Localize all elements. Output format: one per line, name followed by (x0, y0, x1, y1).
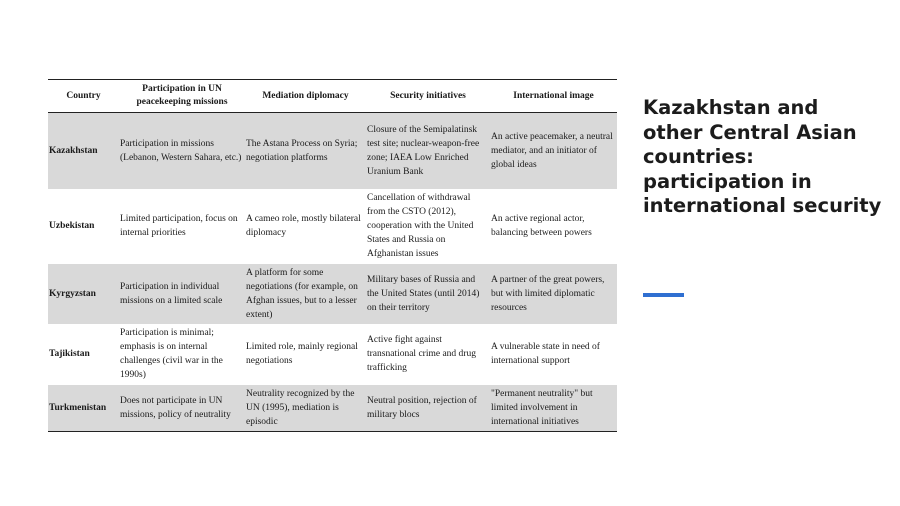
table-cell: An active regional actor, balancing between powers (491, 214, 592, 238)
header-un-peacekeeping: Participation in UN peacekeeping missions (136, 84, 228, 107)
table-row-uzbekistan (48, 189, 617, 264)
table-cell: Does not participate in UN missions, policy of neutrality (119, 385, 245, 432)
table-cell: Participation in missions (Lebanon, Western Sahara, etc.) (119, 113, 245, 189)
table-row-turkmenistan (48, 385, 617, 432)
table-cell: Limited role, mainly regional negotiations (246, 342, 358, 366)
table-cell: Military bases of Russia and the United States (until 2014) on their territory (366, 264, 490, 324)
country-name: Kazakhstan (48, 113, 119, 189)
table-cell: Participation is minimal; emphasis is on internal challenges (civil war in the 1990s) (120, 328, 223, 380)
table-cell: Cancellation of withdrawal from the CSTO (2012), cooperation with the United States and Russia on Afghanistan issues (367, 193, 474, 259)
comparison-table (48, 79, 617, 432)
table-row-tajikistan (48, 324, 617, 385)
table-cell: A partner of the great powers, but with limited diplomatic resources (490, 264, 617, 324)
header-mediation-diplomacy: Mediation diplomacy (262, 90, 349, 101)
table-cell: Neutral position, rejection of military blocs (366, 385, 490, 432)
header-security-initiatives: Security initiatives (390, 90, 466, 101)
header-international-image: International image (513, 90, 594, 101)
table-cell: A cameo role, mostly bilateral diplomacy (246, 214, 361, 238)
table-row-kazakhstan (48, 113, 617, 189)
table-cell: A vulnerable state in need of international support (491, 342, 600, 366)
table-cell: Closure of the Semipalatinsk test site; nuclear-weapon-free zone; IAEA Low Enriched Uranium Bank (366, 113, 490, 189)
table-cell: An active peacemaker, a neutral mediator, and an initiator of global ideas (490, 113, 617, 189)
table-cell: Participation in individual missions on a limited scale (119, 264, 245, 324)
table-row-kyrgyzstan (48, 264, 617, 324)
table-header-row (48, 80, 617, 113)
country-name: Kyrgyzstan (48, 264, 119, 324)
table-cell: A platform for some negotiations (for example, on Afghan issues, but to a lesser extent) (245, 264, 366, 324)
accent-bar (643, 293, 684, 297)
table-cell: Neutrality recognized by the UN (1995), mediation is episodic (245, 385, 366, 432)
country-name: Tajikistan (49, 349, 90, 359)
table-cell: "Permanent neutrality" but limited involvement in international initiatives (490, 385, 617, 432)
slide-title: Kazakhstan and other Central Asian countries: participation in international security (643, 96, 882, 217)
table-cell: Limited participation, focus on internal priorities (120, 214, 238, 238)
header-country: Country (66, 90, 101, 101)
country-name: Uzbekistan (49, 221, 95, 231)
table-cell: The Astana Process on Syria; negotiation platforms (245, 113, 366, 189)
table-cell: Active fight against transnational crime and drug trafficking (367, 335, 476, 373)
country-name: Turkmenistan (48, 385, 119, 432)
